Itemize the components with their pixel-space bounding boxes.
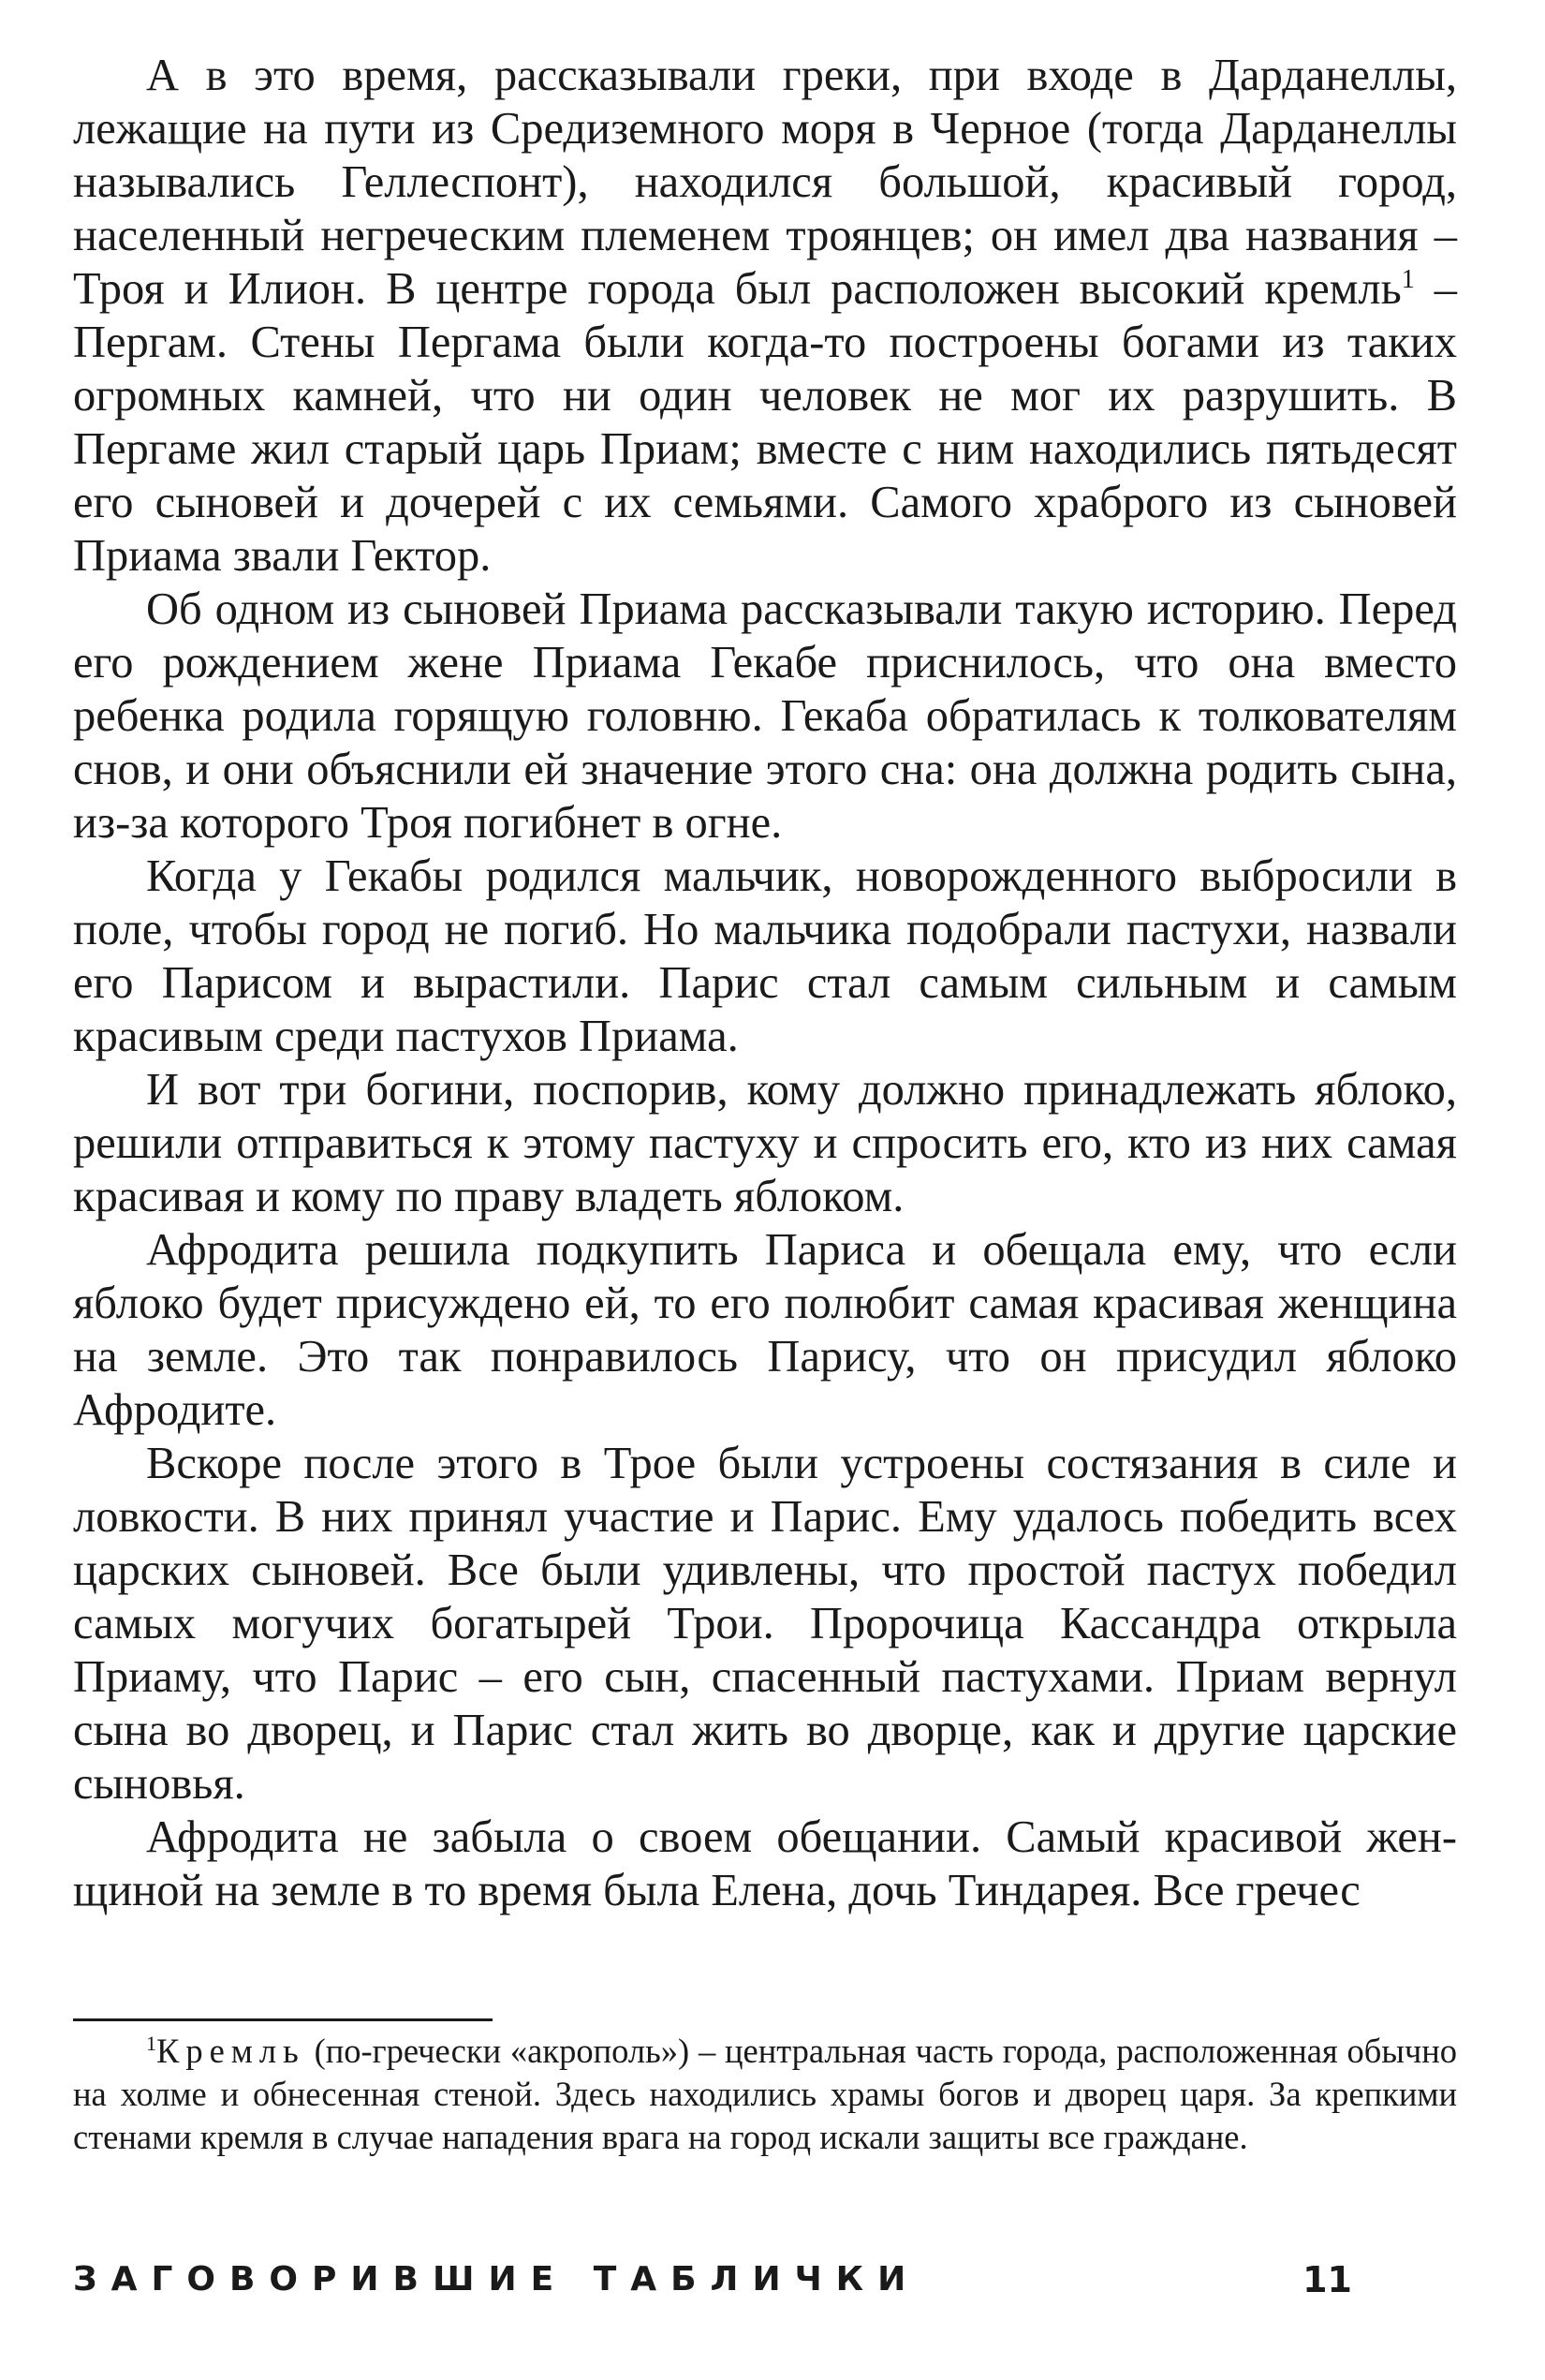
footnote-text: (по-гречески «акрополь») – центральная часть города, расположенная обычно на холме и обнесенная стеной. Здесь находились храмы богов и дворец царя. За крепкими стенами кремля в случае нападения врага на город искали защиты все граждане. xyxy=(73,2032,1457,2156)
paragraph-5: Афродита решила подкупить Париса и обещала ему, что если яблоко будет присуждено ей, то его полюбит самая красивая женщина на земле. Это так понравилось Парису, что он присудил яблоко Афродите. xyxy=(73,1225,1457,1435)
running-footer xyxy=(73,2254,1457,2306)
paragraph-2: Об одном из сыновей Приама рассказывали такую историю. Перед его рождением жене Приама Гекабе приснилось, что она вместо ребенка родила горящую головню. Гекаба обратилась к толкователям снов, и они объяснили ей значение этого сна: она должна родить сына, из-за которого Троя погибнет в огне. xyxy=(73,584,1457,848)
main-text xyxy=(73,49,1457,1917)
footnote-1 xyxy=(73,2030,1457,2159)
paragraph-1-text-start: А в это время, рассказывали греки, при входе в Дарданеллы, лежащие на пути из Средиземного моря в Черное (тогда Дарданеллы назывались Геллеспонт), находился большой, красивый город, населенный негреческим племенем троянцев; он имел два названия – Троя и Илион. В центре города был расположен высокий кремль xyxy=(73,51,1457,314)
paragraph-6: Вскоре после этого в Трое были устроены состязания в силе и ловкости. В них принял участие и Парис. Ему удалось победить всех царских сыновей. Все были удивлены, что простой пастух победил самых могучих богатырей Трои. Пророчица Кассандра открыла Приаму, что Парис – его сын, спасенный пастухами. Приам вернул сына во дворец, и Парис стал жить во дворце, как и другие царские сыновья. xyxy=(73,1439,1457,1809)
paragraph-7: Афродита не забыла о своем обещании. Самый красивой женщиной на земле в то время была Елена, дочь Тиндарея. Все гречес xyxy=(73,1812,1457,1915)
paragraph-4: И вот три богини, поспорив, кому должно принадлежать яблоко, решили отправиться к этому пастуху и спросить его, кто из них самая красивая и кому по праву владеть яблоком. xyxy=(73,1065,1457,1221)
running-title: ЗАГОВОРИВШИЕ ТАБЛИЧКИ xyxy=(73,2260,920,2299)
footnote-divider xyxy=(73,2018,493,2021)
paragraph-1-text-end: – Пергам. Стены Пергама были когда-то построены богами из таких огромных камней, что ни один человек не мог их разрушить. В Пергаме жил старый царь Приам; вместе с ним находились пятьдесят его сыновей и дочерей с их семьями. Самого храброго из сыновей Приама звали Гектор. xyxy=(73,264,1457,581)
paragraph-1 xyxy=(73,49,1457,583)
paragraph-3: Когда у Гекабы родился мальчик, новорожденного выбросили в поле, чтобы город не погиб. Но мальчика подобрали пастухи, назвали его Парисом и вырастили. Парис стал самым сильным и самым красивым среди пастухов Приама. xyxy=(73,851,1457,1061)
footnote-marker: 1 xyxy=(146,2031,156,2055)
footnote-reference-1[interactable]: 1 xyxy=(1401,264,1415,294)
page-number: 11 xyxy=(1302,2259,1352,2300)
footnote-term: Кремль xyxy=(156,2032,305,2070)
